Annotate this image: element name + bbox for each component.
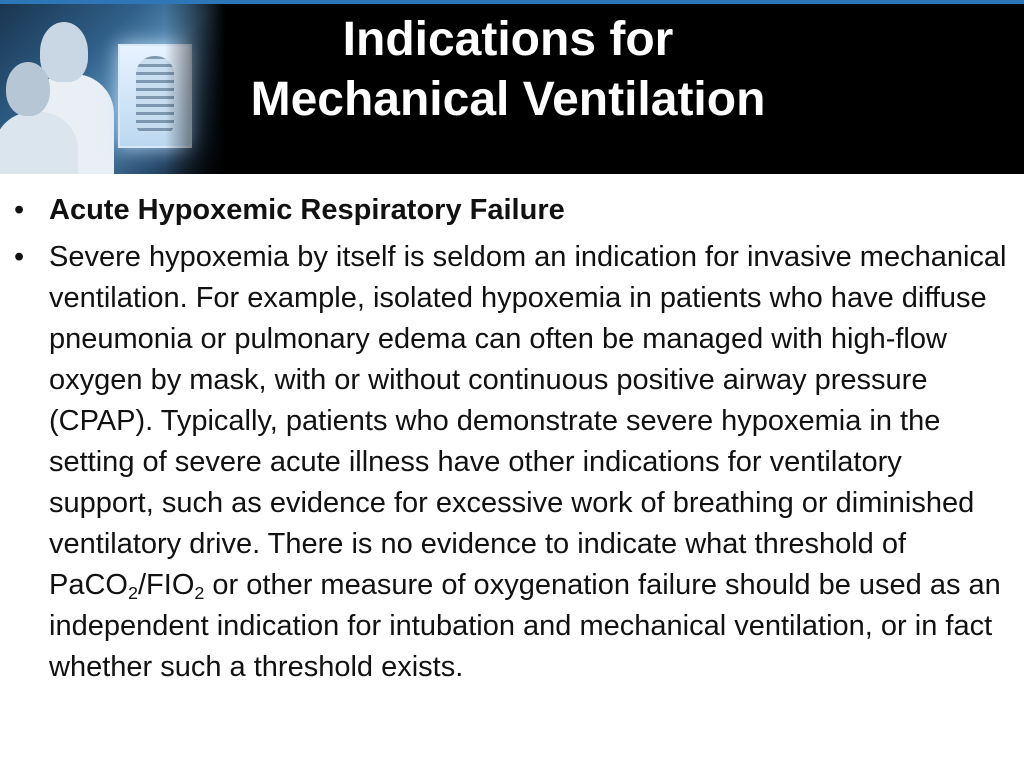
doctors-xray-photo	[0, 4, 225, 174]
bullet-marker: •	[14, 194, 25, 226]
bullet-text-part1: Severe hypoxemia by itself is seldom an indication for invasive mechanical ventilation. For example, isolated hypoxemia in patients who have diffuse pneumonia or pulmonary edema can often be managed with high-flow oxygen by mask, with or without continuous positive airway pressure (CPAP). Typically, patients who demonstrate severe hypoxemia in the setting of severe acute illness have other indications for ventilatory support, such as evidence for excessive work of breathing or diminished ventilatory drive. There is no evidence to indicate what threshold of PaCO	[49, 241, 1007, 601]
bullet-item-heading	[0, 190, 1024, 231]
slide-title: Indications for Mechanical Ventilation	[250, 13, 766, 126]
photo-fade-edge	[165, 4, 225, 174]
bullet-item-paragraph	[0, 237, 1024, 688]
slide-body	[0, 190, 1024, 694]
doctor-seated-head	[6, 62, 50, 116]
bullet-marker: •	[14, 241, 25, 273]
bullet-text-part2: /FIO	[137, 569, 195, 601]
slide-header	[0, 4, 1024, 174]
bullet-text: Acute Hypoxemic Respiratory Failure	[49, 194, 565, 226]
bullet-text-part3: or other measure of oxygenation failure should be used as an independent indication for intubation and mechanical ventilation, or in fact whether such a threshold exists.	[49, 569, 1001, 683]
doctor-standing-head	[40, 22, 88, 82]
subscript-2: 2	[127, 583, 138, 604]
subscript-2: 2	[194, 583, 205, 604]
bullet-list	[0, 190, 1024, 688]
